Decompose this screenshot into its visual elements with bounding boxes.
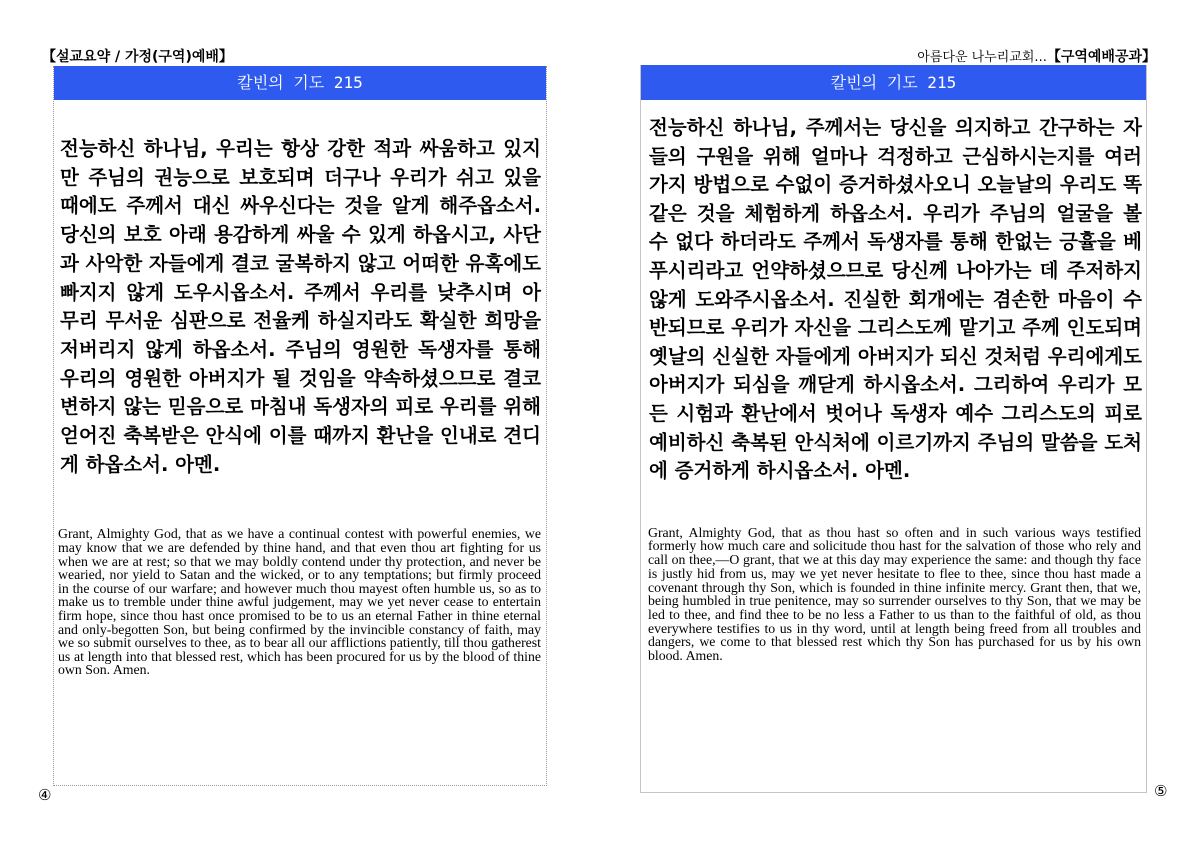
korean-prayer-text: 전능하신 하나님, 우리는 항상 강한 적과 싸움하고 있지만 주님의 권능으로 보호되며 더구나 우리가 쉬고 있을 때에도 주께서 대신 싸우신다는 것을 알게 해주옵소서. 당신의 보호 아래 용감하게 싸울 수 있게 하옵시고, 사단과 사악한 자들에게 결코 굴복하지 않고 어떠한 유혹에도 빠지지 않게 도우시옵소서. 주께서 우리를 낮추시며 아무리 무서운 심판으로 전율케 하실지라도 확실한 희망을 저버리지 않게 하옵소서. 주님의 영원한 독생자를 통해 우리의 영원한 아버지가 될 것임을 약속하셨으므로 결코 변하지 않는 믿음으로 마침내 독생자의 피로 우리를 위해 얻어진 축복받은 안식에 이를 때까지 환난을 인내로 견디게 하옵소서. 아멘. [60, 137, 541, 476]
korean-prayer-text: 전능하신 하나님, 주께서는 당신을 의지하고 간구하는 자들의 구원을 위해 얼마나 걱정하고 근심하시는지를 여러 가지 방법으로 수없이 증거하셨사오니 오늘날의 우리도 똑같은 것을 체험하게 하옵소서. 우리가 주님의 얼굴을 볼 수 없다 하더라도 주께서 독생자를 통해 한없는 긍휼을 베푸시리라고 언약하셨으므로 당신께 나아가는 데 주저하지 않게 도와주시옵소서. 진실한 회개에는 겸손한 마음이 수반되므로 우리가 자신을 그리스도께 맡기고 주께 인도되며 옛날의 신실한 자들에게 아버지가 되신 것처럼 우리에게도 아버지가 되심을 깨닫게 하시옵소서. 그리하여 우리가 모든 시험과 환난에서 벗어나 독생자 예수 그리스도의 피로 예비하신 축복된 안식처에 이르기까지 주님의 말씀을 도처에 증거하게 하시옵소서. 아멘. [649, 116, 1142, 483]
page-right [640, 65, 1147, 793]
english-prayer-text: Grant, Almighty God, that as we have a continual contest with powerful enemies, we may know that we are defended by thine hand, and that even thou art fighting for us when we are at rest; so that we may boldly contend under thy protection, and never be wearied, nor yield to Satan and the wicked, or to any temptations; but firmly proceed in the course of our warfare; and however much thou mayest often humble us, so as to make us to tremble under thine awful judgement, may we yet never cease to entertain firm hope, since thou hast once promised to be to us an eternal Father in thine eternal and only-begotten Son, but being confirmed by the invincible constancy of faith, may we so submit ourselves to thee, as to bear all our afflictions patiently, till thou gatherest us at length into that blessed rest, which has been procured for us by the blood of thine own Son. Amen. [58, 526, 541, 678]
page-left [53, 66, 547, 786]
header-right [917, 46, 1156, 66]
page-number: ④ [38, 786, 52, 804]
church-name: 아름다운 나누리교회... [917, 50, 1047, 65]
page-number: ⑤ [1154, 782, 1168, 800]
english-prayer-text: Grant, Almighty God, that as thou hast so often and in such various ways testified formerly how much care and solicitude thou hast for the salvation of those who rely and call on thee,—O grant, that we at this day may experience the same: and though thy face is justly hid from us, may we yet never hesitate to flee to thee, since thou hast made a covenant through thy Son, which is founded in thine infinite mercy. Grant then, that we, being humbled in true penitence, may so surrender ourselves to thy Son, that we may be led to thee, and find thee to be no less a Father to us than to the faithful of old, as thou everywhere testifies to us in thy word, until at length being freed from all troubles and dangers, we come to that blessed rest which thy Son has purchased for us by his own blood. Amen. [648, 524, 1141, 664]
prayer-title: 칼빈의 기도 215 [641, 65, 1146, 100]
header-left-title: 【설교요약 / 가정(구역)예배】 [42, 49, 233, 65]
section-title: 【구역예배공과】 [1046, 49, 1156, 65]
prayer-title: 칼빈의 기도 215 [54, 66, 546, 100]
